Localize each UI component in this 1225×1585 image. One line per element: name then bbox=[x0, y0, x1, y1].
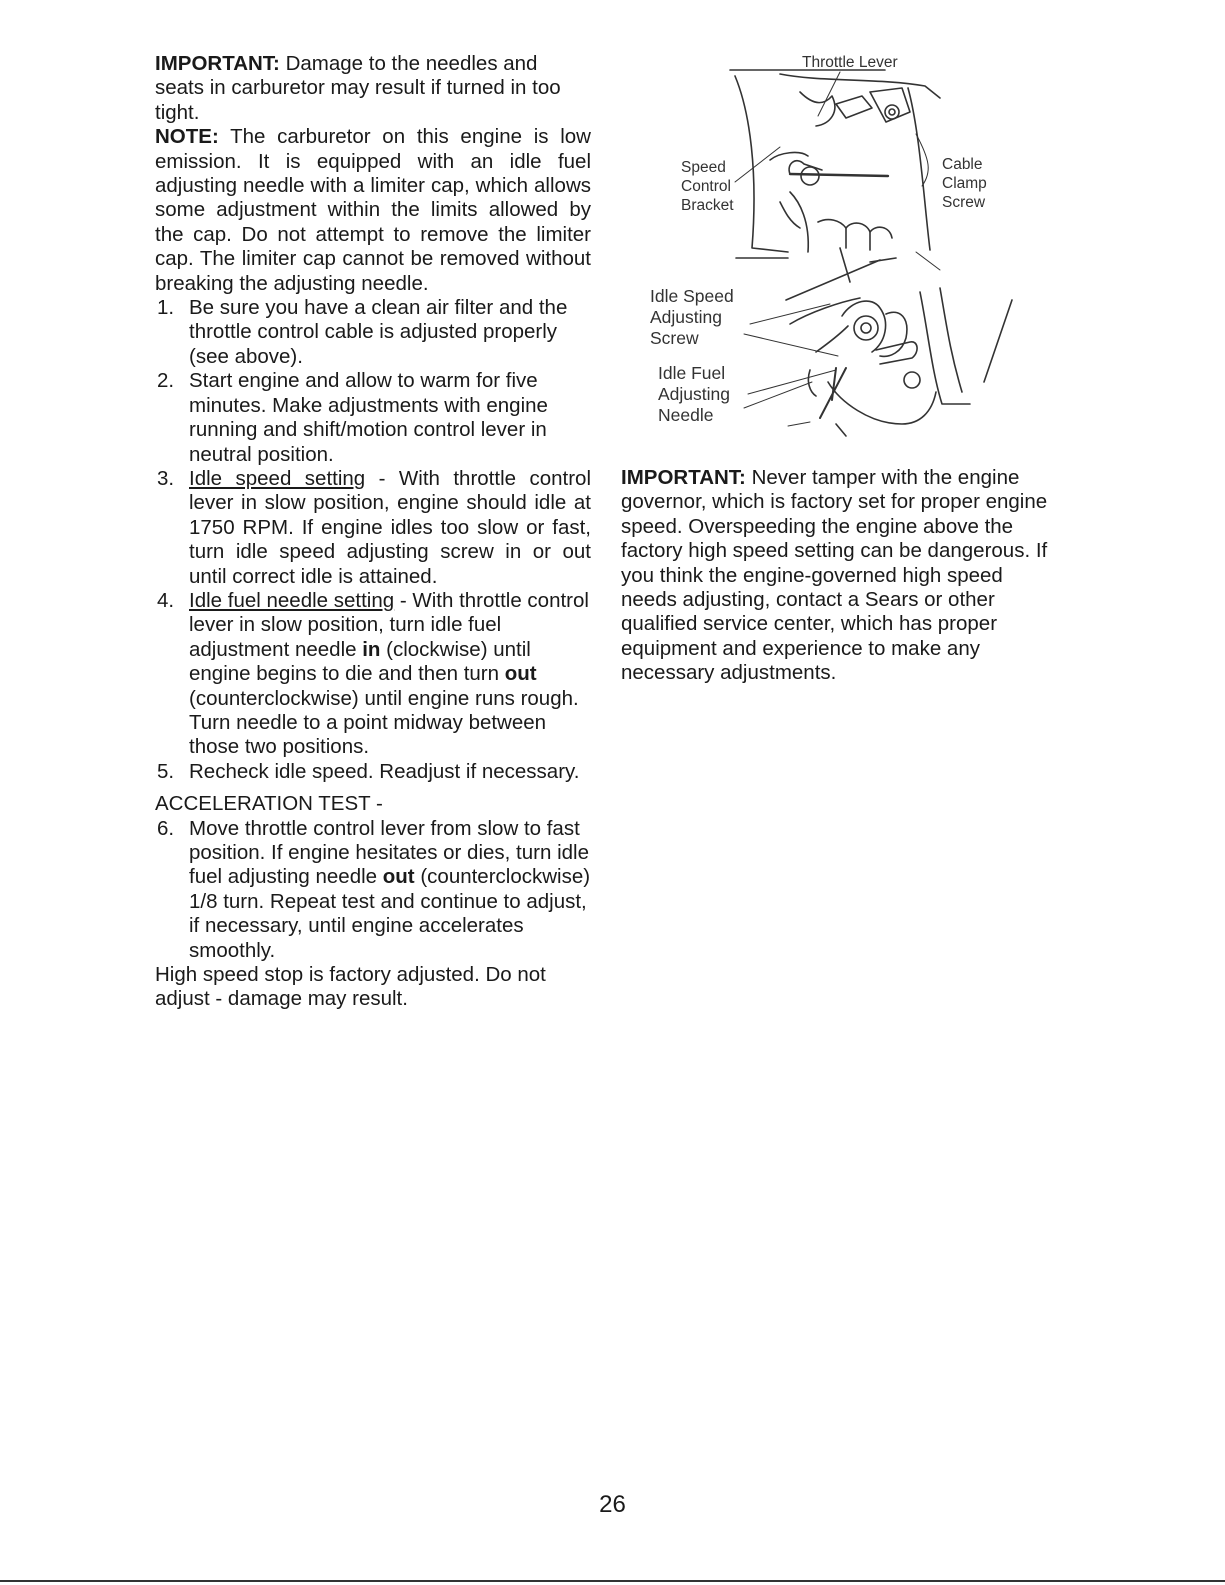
label-idle-fuel-1: Idle Fuel bbox=[658, 363, 726, 383]
step-text: Be sure you have a clean air filter and the throttle control cable is adjusted properly (see above). bbox=[189, 296, 568, 368]
step-text: Move throttle control lever from slow to fast position. If engine hesitates or dies, turn idle fuel adjusting needle bbox=[189, 816, 589, 889]
step-text: (clockwise) until engine begins to die and then turn bbox=[189, 637, 531, 686]
steps-list-2 bbox=[155, 817, 591, 963]
list-item bbox=[155, 589, 591, 760]
step-number: 3. bbox=[157, 466, 175, 490]
label-speed-control-3: Bracket bbox=[681, 197, 734, 214]
page-number: 26 bbox=[599, 1491, 626, 1518]
list-item bbox=[155, 296, 591, 369]
label-idle-speed-1: Idle Speed bbox=[650, 286, 734, 306]
right-column bbox=[621, 466, 1051, 686]
label-cable-clamp-1: Cable bbox=[942, 156, 983, 173]
governor-warning-text: Never tamper with the engine governor, which is factory set for proper engine speed. Overspeeding the engine above the factory high speed setting can be dangerous. If you think the engine-governed high speed needs adjusting, contact a Sears or other qualified service center, which has proper equipment and experience to make any necessary adjustments. bbox=[621, 466, 1048, 685]
list-item bbox=[155, 760, 591, 784]
label-cable-clamp-2: Clamp bbox=[942, 175, 987, 192]
list-item bbox=[155, 817, 591, 963]
note-paragraph bbox=[155, 125, 591, 296]
step-number: 4. bbox=[157, 588, 175, 612]
steps-list bbox=[155, 296, 591, 784]
label-idle-fuel-3: Needle bbox=[658, 405, 714, 425]
step-title: Idle speed setting bbox=[189, 466, 366, 490]
step-number: 5. bbox=[157, 759, 175, 783]
left-column bbox=[155, 52, 591, 1012]
step-number: 1. bbox=[157, 296, 175, 320]
step-text: - With throttle control lever in slow position, turn idle fuel adjustment needle bbox=[189, 588, 589, 661]
carburetor-diagram bbox=[640, 52, 1040, 452]
step-text: Recheck idle speed. Readjust if necessary. bbox=[189, 759, 580, 783]
label-speed-control-2: Control bbox=[681, 178, 731, 195]
page-bottom-rule bbox=[0, 1580, 1225, 1582]
label-throttle-lever: Throttle Lever bbox=[802, 54, 898, 71]
step-title: Idle fuel needle setting bbox=[189, 588, 395, 612]
note-label: NOTE: bbox=[155, 125, 219, 149]
closing-paragraph: High speed stop is factory adjusted. Do not adjust - damage may result. bbox=[155, 963, 546, 1011]
step-text: (counterclockwise) until engine runs rough. Turn needle to a point midway between those two positions. bbox=[189, 686, 579, 759]
governor-warning bbox=[621, 466, 1051, 686]
important-label: IMPORTANT: bbox=[621, 466, 746, 489]
label-idle-fuel-2: Adjusting bbox=[658, 384, 730, 404]
step-text: Start engine and allow to warm for five minutes. Make adjustments with engine running and shift/motion control lever in neutral position. bbox=[189, 369, 548, 466]
step-text: (counterclockwise) 1/8 turn. Repeat test and continue to adjust, if necessary, until engine accelerates smoothly. bbox=[189, 865, 591, 962]
emphasis-in: in bbox=[362, 637, 381, 661]
important-label: IMPORTANT: bbox=[155, 52, 280, 75]
step-number: 2. bbox=[157, 369, 175, 393]
step-text: - With throttle control lever in slow position, engine should idle at 1750 RPM. If engine idles too slow or fast, turn idle speed adjusting screw in or out until correct idle is attained. bbox=[189, 466, 592, 588]
label-idle-speed-3: Screw bbox=[650, 328, 699, 348]
list-item bbox=[155, 467, 591, 589]
acceleration-heading: ACCELERATION TEST - bbox=[155, 792, 383, 816]
label-speed-control-1: Speed bbox=[681, 159, 726, 176]
emphasis-out: out bbox=[382, 865, 415, 889]
step-number: 6. bbox=[157, 816, 175, 840]
label-cable-clamp-3: Screw bbox=[942, 194, 986, 211]
important-paragraph bbox=[155, 52, 591, 125]
list-item bbox=[155, 369, 591, 467]
important-text: Damage to the needles and seats in carburetor may result if turned in too tight. bbox=[155, 52, 561, 124]
emphasis-out: out bbox=[504, 662, 537, 686]
label-idle-speed-2: Adjusting bbox=[650, 307, 722, 327]
note-text: The carburetor on this engine is low emission. It is equipped with an idle fuel adjusting needle with a limiter cap, which allows some adjustment within the limits allowed by the cap. Do not attempt to remove the limiter cap. The limiter cap cannot be removed without breaking the adjusting needle. bbox=[155, 125, 591, 295]
